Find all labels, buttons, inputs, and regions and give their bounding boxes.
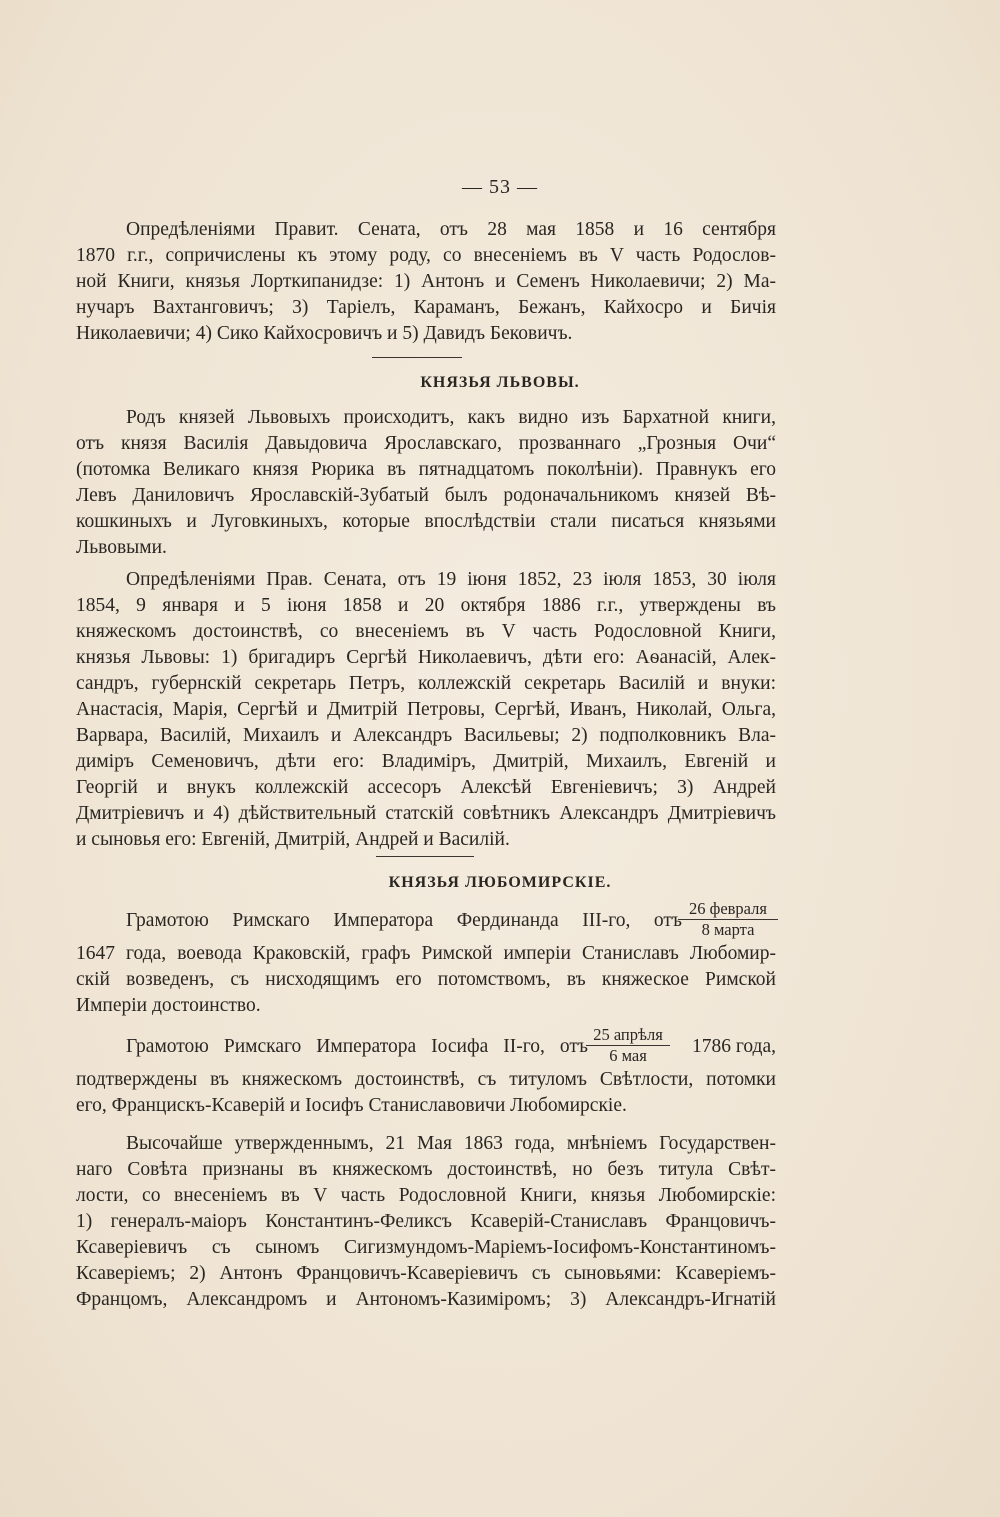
text-line: Николаевичи; 4) Сико Кайхосровичъ и 5) Давидъ Бековичъ. <box>76 323 573 344</box>
text-line: ной Книги, князья Лорткипанидзе: 1) Антонъ и Семенъ Николаевичи; 2) Ма- <box>76 271 776 292</box>
date-fraction <box>586 1026 670 1065</box>
text-line: сандръ, губернскій секретарь Петръ, коллежскій секретарь Василій и внуки: <box>76 673 776 694</box>
text-line: Анастасія, Марія, Сергѣй и Дмитрій Петровы, Сергѣй, Иванъ, Николай, Ольга, <box>76 699 776 720</box>
text-line: подтверждены въ княжескомъ достоинствѣ, съ титуломъ Свѣтлости, потомки <box>76 1069 776 1090</box>
text-line: скій возведенъ, съ нисходящимъ его потомствомъ, въ княжеское Римской <box>76 969 776 990</box>
text-line: 1647 года, воевода Краковскій, графъ Римской имперіи Станиславъ Любомир- <box>76 943 776 964</box>
paragraph-joseph-grant <box>76 1067 776 1119</box>
text-line: лости, со внесеніемъ въ V часть Родословной Книги, князья Любомирскіе: <box>76 1185 776 1206</box>
text-line: Опредѣленіями Правит. Сената, отъ 28 мая 1858 и 16 сентября <box>126 219 776 240</box>
text-line: 1870 г.г., сопричислены къ этому роду, со внесеніемъ въ V часть Родослов- <box>76 245 776 266</box>
fraction-denominator: 8 марта <box>701 920 755 939</box>
text-line: отъ князя Василія Давыдовича Ярославскаго, прозваннаго „Грозныя Очи“ <box>76 433 776 454</box>
text-line: Высочайше утвержденнымъ, 21 Мая 1863 года, мнѣніемъ Государствен- <box>126 1133 776 1154</box>
text-line: и сыновья его: Евгеній, Дмитрій, Андрей и Василій. <box>76 829 510 850</box>
paragraph-lvovy-decrees <box>76 567 776 853</box>
section-heading-lyubomirskie: КНЯЗЬЯ ЛЮБОМИРСКІЕ. <box>388 874 612 891</box>
text-line: Грамотою Римскаго Императора Фердинанда III-го, отъ <box>126 910 682 931</box>
paragraph-ferdinand-grant <box>76 941 776 1019</box>
text-line: Варвара, Василій, Михаилъ и Александръ Васильевы; 2) подполковникъ Вла- <box>76 725 776 746</box>
text-line: Львовыми. <box>76 537 167 558</box>
text-line: кошкиныхъ и Луговкиныхъ, которые впослѣдствіи стали писаться князьями <box>76 511 776 532</box>
text-line: диміръ Семеновичъ, дѣти его: Владиміръ, Дмитрій, Михаилъ, Евгеній и <box>76 751 776 772</box>
paragraph-lortkipanidze <box>76 217 776 347</box>
text-line: Георгій и внукъ коллежскій ассесоръ Алексѣй Евгеніевичъ; 3) Андрей <box>76 777 776 798</box>
text-line: Грамотою Римскаго Императора Іосифа II-го, отъ <box>126 1036 588 1057</box>
page-number: — 53 — <box>462 176 538 198</box>
date-fraction <box>678 900 778 939</box>
text-line: его, Францискъ-Ксаверій и Іосифъ Станиславовичи Любомирскіе. <box>76 1095 627 1116</box>
section-divider <box>372 357 462 358</box>
section-heading-lvovy: КНЯЗЬЯ ЛЬВОВЫ. <box>420 374 580 391</box>
text-line: Имперіи достоинство. <box>76 995 261 1016</box>
paragraph-lvovy-origin <box>76 405 776 561</box>
text-line: Опредѣленіями Прав. Сената, отъ 19 іюня 1852, 23 іюля 1853, 30 іюля <box>126 569 776 590</box>
text-line: князья Львовы: 1) бригадиръ Сергѣй Николаевичъ, дѣти его: Аѳанасій, Алек- <box>76 647 776 668</box>
fraction-numerator: 26 февраля <box>678 900 778 920</box>
fraction-denominator: 6 мая <box>609 1046 647 1065</box>
text-line: княжескомъ достоинствѣ, со внесеніемъ въ V часть Родословной Книги, <box>76 621 776 642</box>
text-line: Родъ князей Львовыхъ происходитъ, какъ видно изъ Бархатной книги, <box>126 407 776 428</box>
text-line: Ксаверіемъ; 2) Антонъ Францовичъ-Ксаверіевичъ съ сыновьями: Ксаверіемъ- <box>76 1263 776 1284</box>
fraction-numerator: 25 апрѣля <box>586 1026 670 1046</box>
text-line: Дмитріевичъ и 4) дѣйствительный статскій совѣтникъ Александръ Дмитріевичъ <box>76 803 776 824</box>
text-line: Ксаверіевичъ съ сыномъ Сигизмундомъ-Маріемъ-Іосифомъ-Константиномъ- <box>76 1237 776 1258</box>
paragraph-lyubomirskie-council <box>76 1131 776 1313</box>
text-line: наго Совѣта признаны въ княжескомъ достоинствѣ, но безъ титула Свѣт- <box>76 1159 776 1180</box>
text-line: Левъ Даниловичъ Ярославскій-Зубатый былъ родоначальникомъ князей Вѣ- <box>76 485 776 506</box>
text-line: Францомъ, Александромъ и Антономъ-Казиміромъ; 3) Александръ-Игнатій <box>76 1289 776 1310</box>
text-line: 1786 года, <box>691 1036 776 1057</box>
text-line: нучаръ Вахтанговичъ; 3) Таріелъ, Караманъ, Бежанъ, Кайхосро и Бичія <box>76 297 776 318</box>
text-line: 1854, 9 января и 5 іюня 1858 и 20 октября 1886 г.г., утверждены въ <box>76 595 776 616</box>
text-line: (потомка Великаго князя Рюрика въ пятнадцатомъ поколѣніи). Правнукъ его <box>76 459 776 480</box>
section-divider <box>376 856 474 857</box>
text-line: 1) генералъ-маіоръ Константинъ-Феликсъ Ксаверій-Станиславъ Францовичъ- <box>76 1211 776 1232</box>
